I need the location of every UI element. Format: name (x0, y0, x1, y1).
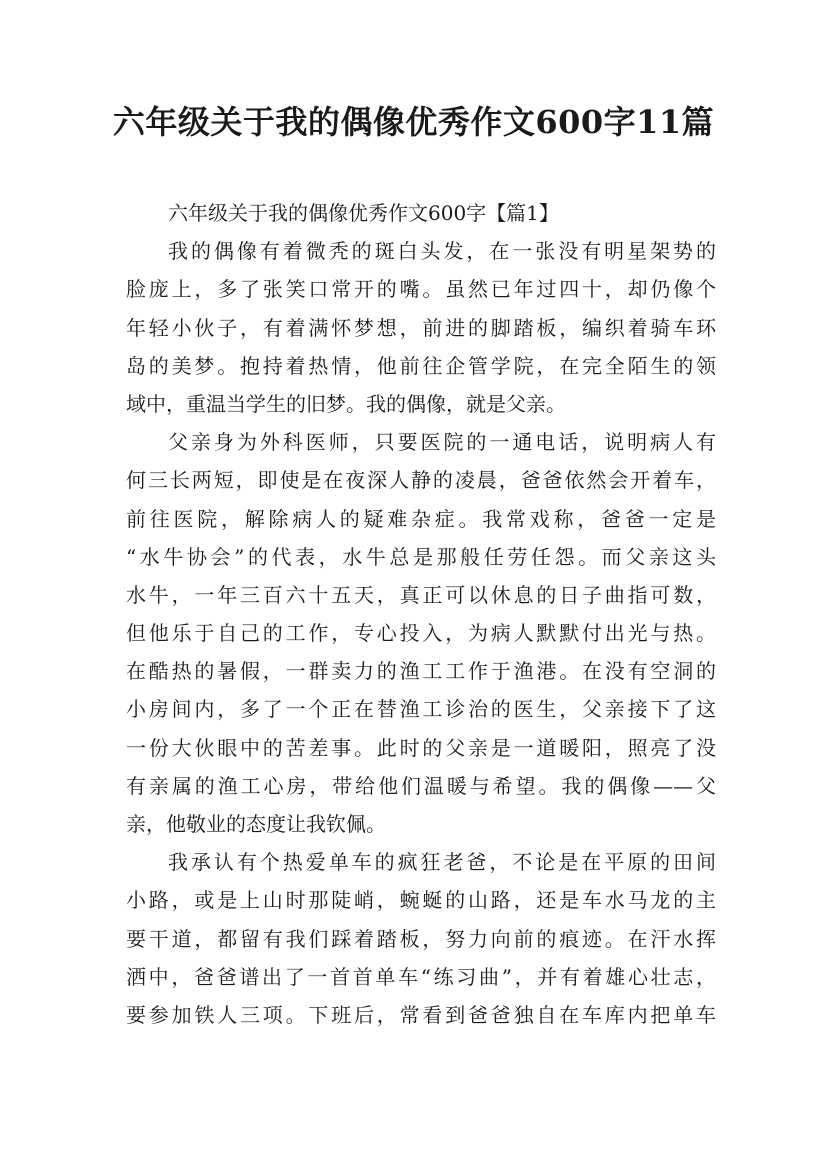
text-line: 亲，他敬业的态度让我钦佩。 (126, 812, 386, 836)
text-line: 岛的美梦。抱持着热情，他前往企管学院，在完全陌生的领 (126, 353, 716, 378)
document-body (126, 194, 716, 1034)
text-line: 何三长两短，即使是在夜深人静的凌晨，爸爸依然会开着车， (126, 468, 716, 493)
text-line: “水牛协会”的代表，水牛总是那般任劳任怨。而父亲这头 (126, 544, 716, 569)
text-line: 洒中，爸爸谱出了一首首单车“练习曲”，并有着雄心壮志， (126, 964, 716, 989)
text-line: 水牛，一年三百六十五天，真正可以休息的日子曲指可数， (126, 582, 716, 607)
text-line: 一份大伙眼中的苦差事。此时的父亲是一道暖阳，照亮了没 (126, 735, 716, 760)
text-line: 但他乐于自己的工作，专心投入，为病人默默付出光与热。 (126, 621, 716, 646)
text-line: 域中，重温当学生的旧梦。我的偶像，就是父亲。 (126, 391, 566, 416)
text-line: 小路，或是上山时那陡峭，蜿蜒的山路，还是车水马龙的主 (126, 888, 716, 913)
text-line: 要干道，都留有我们踩着踏板，努力向前的痕迹。在汗水挥 (126, 926, 716, 951)
text-line: 我的偶像有着微秃的斑白头发，在一张没有明星架势的 (168, 239, 716, 264)
text-line: 小房间内，多了一个正在替渔工诊治的医生，父亲接下了这 (126, 697, 716, 722)
text-line: 要参加铁人三项。下班后，常看到爸爸独自在车库内把单车 (126, 1002, 716, 1027)
text-line: 年轻小伙子，有着满怀梦想，前进的脚踏板，编织着骑车环 (126, 315, 716, 340)
text-line: 六年级关于我的偶像优秀作文600字【篇1】 (168, 201, 559, 225)
text-line: 在酷热的暑假，一群卖力的渔工工作于渔港。在没有空洞的 (126, 659, 716, 684)
text-line: 有亲属的渔工心房，带给他们温暖与希望。我的偶像——父 (126, 773, 716, 798)
text-line: 脸庞上，多了张笑口常开的嘴。虽然已年过四十，却仍像个 (126, 277, 716, 302)
text-line: 父亲身为外科医师，只要医院的一通电话，说明病人有 (168, 430, 716, 455)
document-title: 六年级关于我的偶像优秀作文600字11篇 (112, 103, 715, 141)
text-line: 我承认有个热爱单车的疯狂老爸，不论是在平原的田间 (168, 850, 716, 875)
text-line: 前往医院，解除病人的疑难杂症。我常戏称，爸爸一定是 (126, 506, 716, 531)
